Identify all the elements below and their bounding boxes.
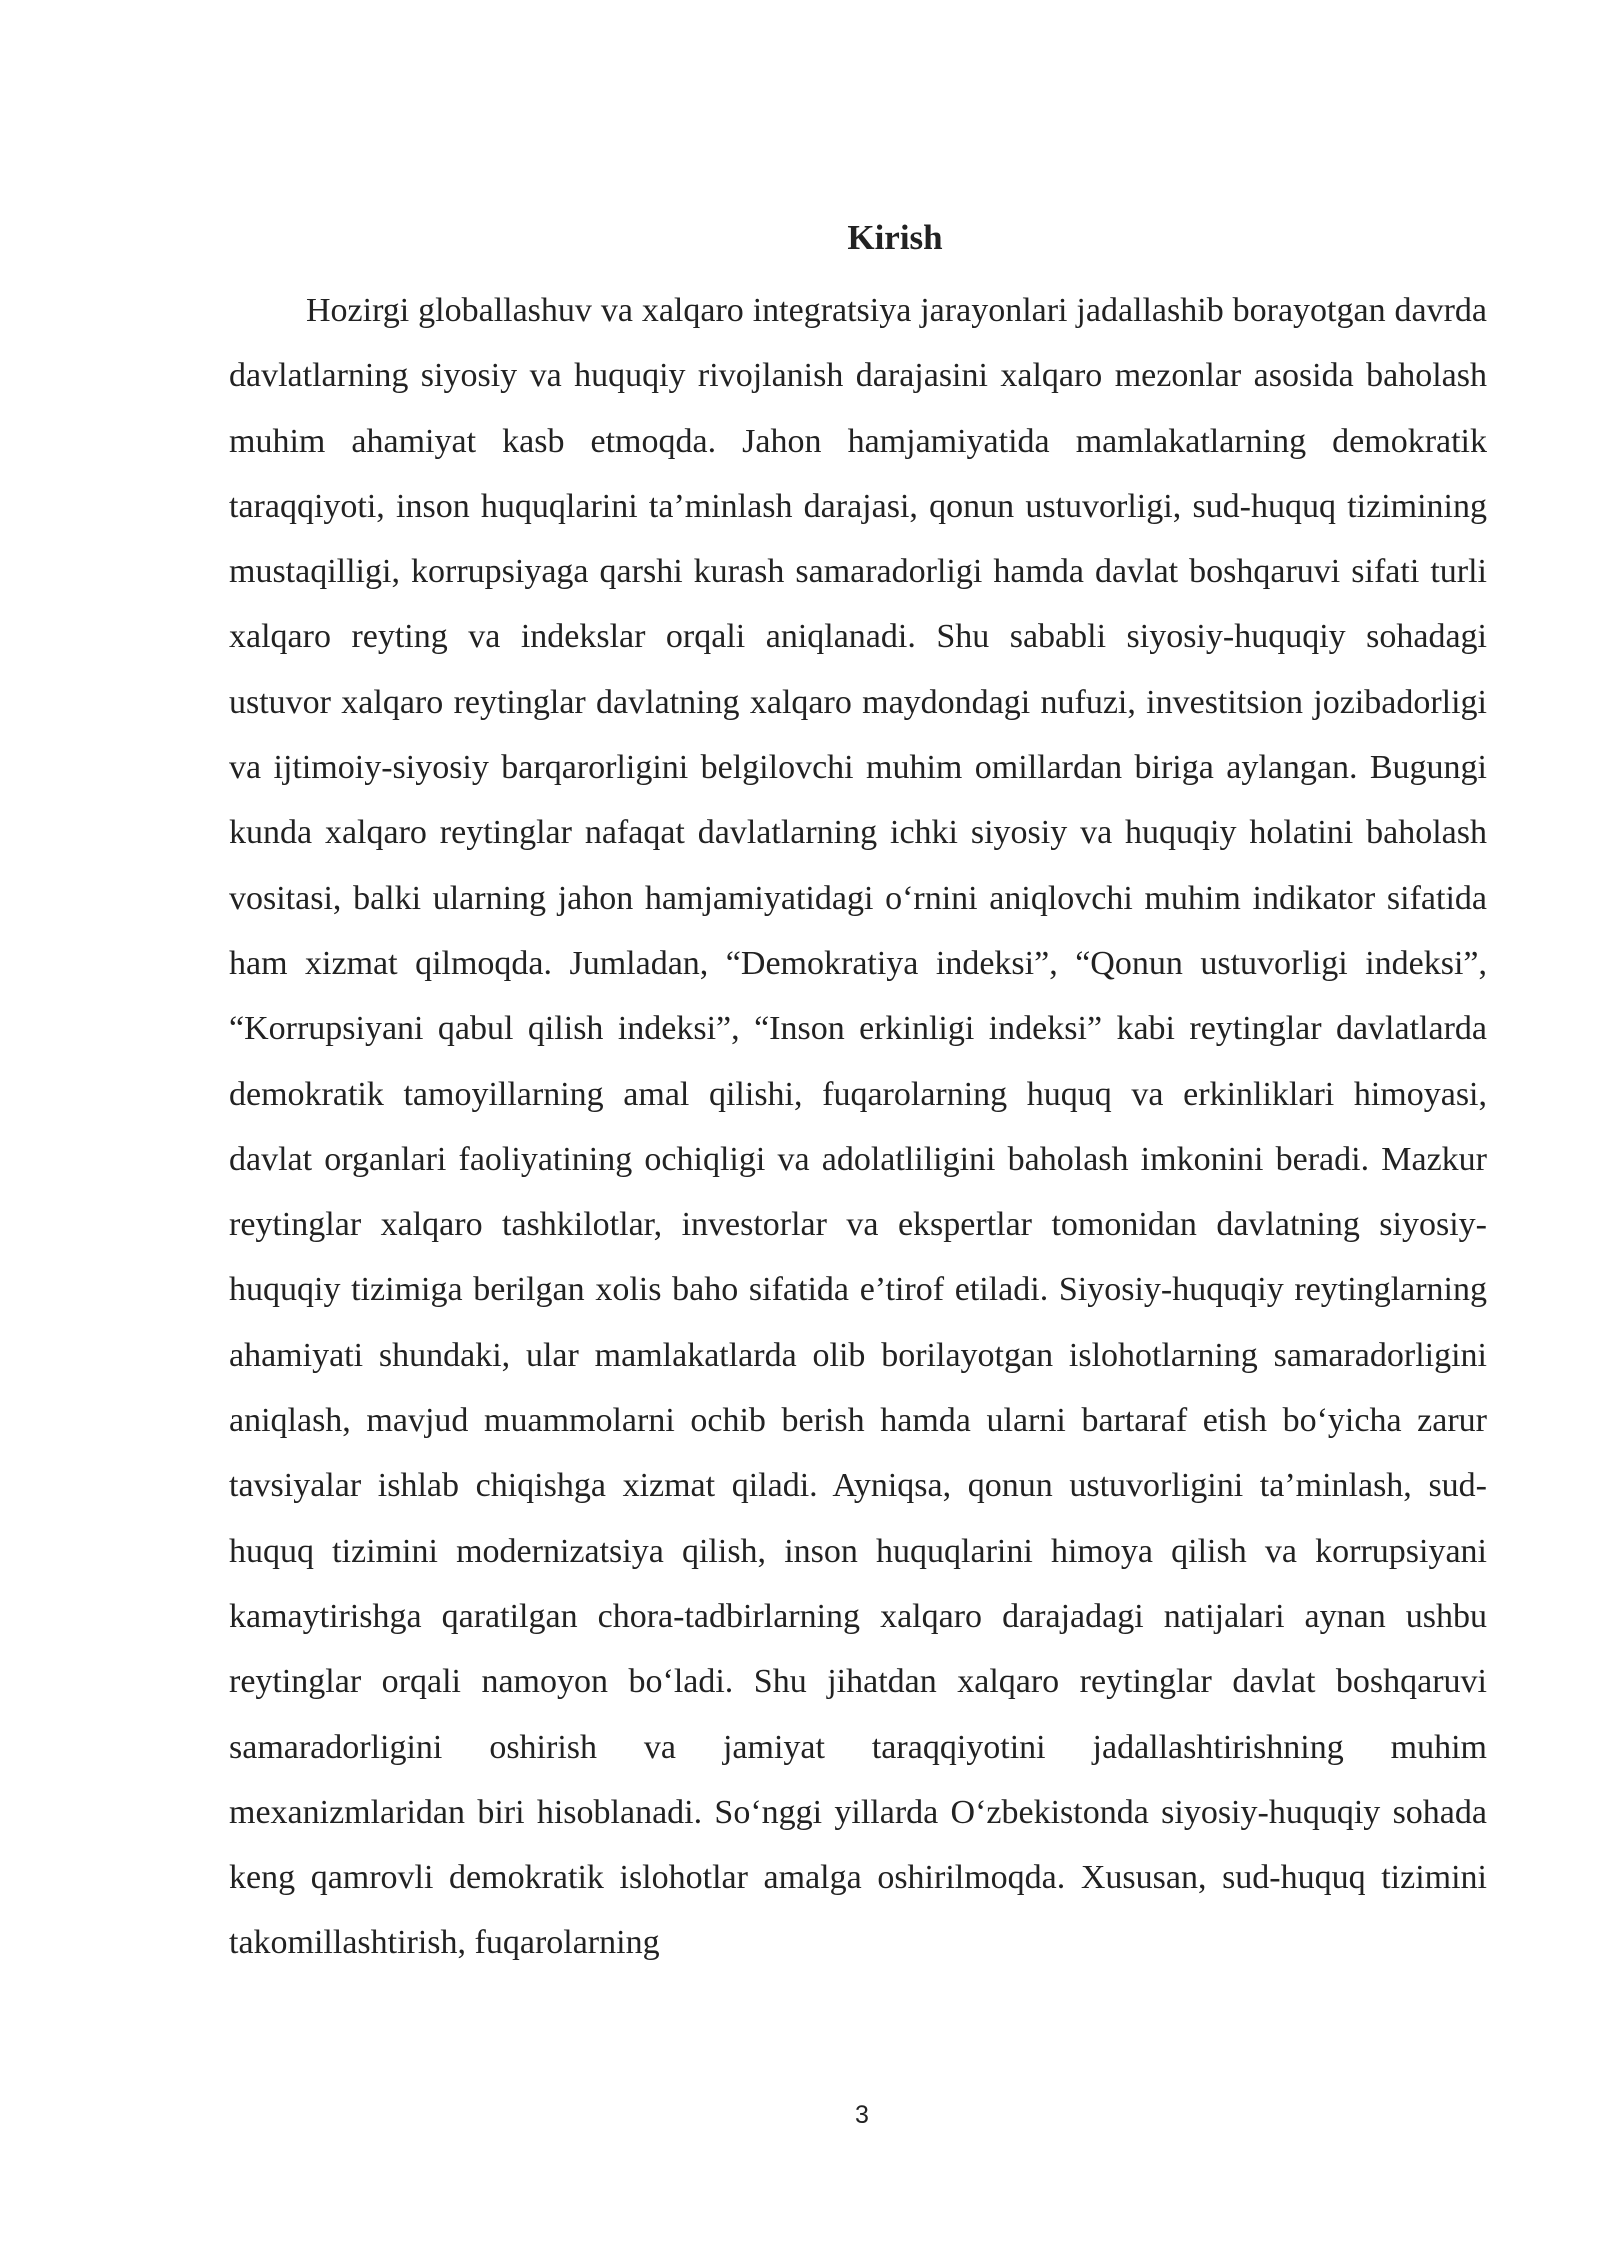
body-paragraph: Hozirgi globallashuv va xalqaro integratsiya jarayonlari jadallashib borayotgan davrda davlatlarning siyosiy va huquqiy rivojlanish darajasini xalqaro mezonlar asosida baholash muhim ahamiyat kasb etmoqda. Jahon hamjamiyatida mamlakatlarning demokratik taraqqiyoti, inson huquqlarini ta’minlash darajasi, qonun ustuvorligi, sud-huquq tizimining mustaqilligi, korrupsiyaga qarshi kurash samaradorligi hamda davlat boshqaruvi sifati turli xalqaro reyting va indekslar orqali aniqlanadi. Shu sababli siyosiy-huquqiy sohadagi ustuvor xalqaro reytinglar davlatning xalqaro maydondagi nufuzi, investitsion jozibadorligi va ijtimoiy-siyosiy barqarorligini belgilovchi muhim omillardan biriga aylangan. Bugungi kunda xalqaro reytinglar nafaqat davlatlarning ichki siyosiy va huquqiy holatini baholash vositasi, balki ularning jahon hamjamiyatidagi o‘rnini aniqlovchi muhim indikator sifatida ham xizmat qilmoqda. Jumladan, “Demokratiya indeksi”, “Qonun ustuvorligi indeksi”, “Korrupsiyani qabul qilish indeksi”, “Inson erkinligi indeksi” kabi reytinglar davlatlarda demokratik tamoyillarning amal qilishi, fuqarolarning huquq va erkinliklari himoyasi, davlat organlari faoliyatining ochiqligi va adolatliligini baholash imkonini beradi. Mazkur reytinglar xalqaro tashkilotlar, investorlar va ekspertlar tomonidan davlatning siyosiy-huquqiy tizimiga berilgan xolis baho sifatida e’tirof etiladi. Siyosiy-huquqiy reytinglarning ahamiyati shundaki, ular mamlakatlarda olib borilayotgan islohotlarning samaradorligini aniqlash, mavjud muammolarni ochib berish hamda ularni bartaraf etish bo‘yicha zarur tavsiyalar ishlab chiqishga xizmat qiladi. Ayniqsa, qonun ustuvorligini ta’minlash, sud-huquq tizimini modernizatsiya qilish, inson huquqlarini himoya qilish va korrupsiyani kamaytirishga qaratilgan chora-tadbirlarning xalqaro darajadagi natijalari aynan ushbu reytinglar orqali namoyon bo‘ladi. Shu jihatdan xalqaro reytinglar davlat boshqaruvi samaradorligini oshirish va jamiyat taraqqiyotini jadallashtirishning muhim mexanizmlaridan biri hisoblanadi. So‘nggi yillarda O‘zbekistonda siyosiy-huquqiy sohada keng qamrovli demokratik islohotlar amalga oshirilmoqda. Xususan, sud-huquq tizimini takomillashtirish, fuqarolarning [229, 292, 1487, 1962]
section-heading: Kirish [847, 218, 943, 257]
page-number: 3 [855, 2101, 869, 2129]
